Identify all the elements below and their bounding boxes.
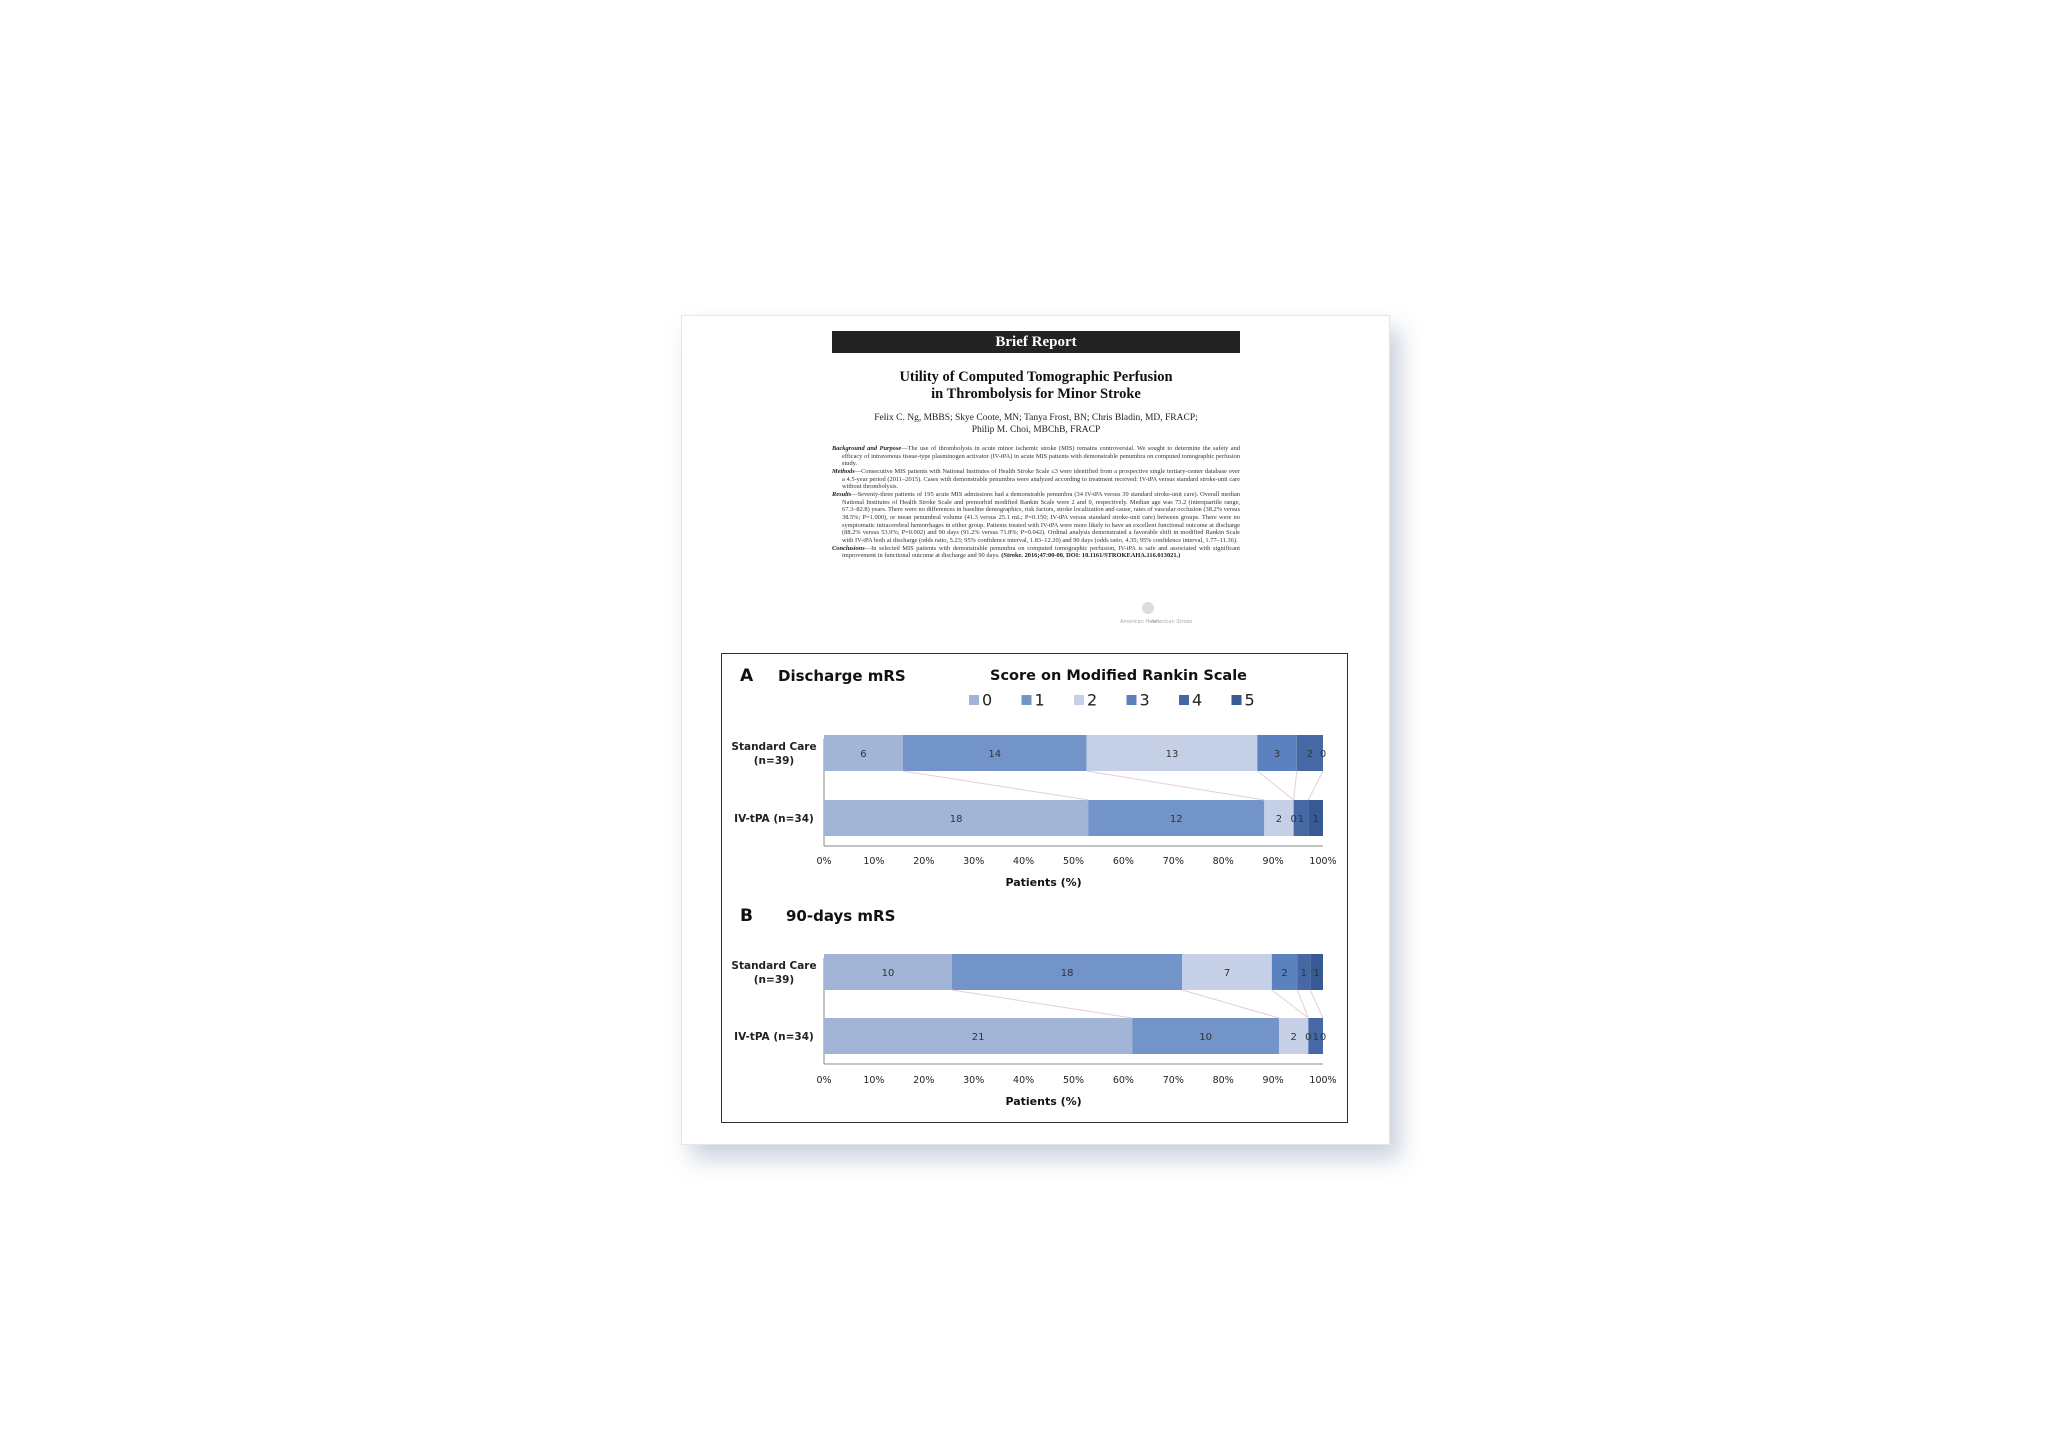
background-label: Background and Purpose (832, 445, 902, 452)
title-line-2: in Thrombolysis for Minor Stroke (931, 386, 1141, 402)
paper-title (792, 369, 1280, 403)
brief-report-banner: Brief Report (832, 331, 1240, 353)
x-tick-label: 80% (1212, 1075, 1234, 1086)
legend-label-4: 4 (1192, 690, 1203, 710)
x-tick-label: 50% (1062, 856, 1085, 867)
x-tick-label: 100% (1309, 1075, 1337, 1086)
data-label-mrs4: 2 (1306, 749, 1314, 760)
abstract-conclusions (832, 545, 1240, 560)
panel-letter-A: A (740, 666, 754, 686)
data-label-mrs1: 18 (1060, 968, 1074, 979)
x-tick-label: 30% (963, 1075, 985, 1086)
aha-asa-logo (1118, 600, 1193, 626)
logo-right-text: American Stroke (1151, 619, 1193, 625)
x-tick-label: 70% (1162, 856, 1184, 867)
series-connector-line (1308, 771, 1323, 800)
abstract-results (832, 491, 1240, 545)
logo-torch-mark (1142, 602, 1154, 614)
legend (969, 668, 1255, 710)
data-label-mrs0: 21 (971, 1032, 985, 1043)
x-tick-label: 10% (863, 1075, 885, 1086)
data-label-mrs1: 10 (1199, 1032, 1212, 1043)
panel-b (731, 906, 1336, 1108)
data-label-mrs3: 0 (1305, 1032, 1312, 1043)
x-tick-label: 100% (1309, 856, 1337, 867)
x-tick-label: 0% (816, 856, 832, 867)
results-label: Results (832, 490, 852, 498)
logo-left-text: American Heart (1120, 619, 1160, 625)
legend-swatch-3 (1127, 695, 1137, 705)
data-label-mrs2: 2 (1290, 1032, 1297, 1043)
legend-title: Score on Modified Rankin Scale (990, 668, 1247, 684)
category-label: IV-tPA (n=34) (734, 1031, 814, 1043)
figure-mrs (721, 653, 1348, 1123)
data-label-mrs1: 12 (1169, 814, 1183, 825)
data-label-mrs4: 1 (1312, 1032, 1319, 1043)
title-line-1: Utility of Computed Tomographic Perfusion (899, 369, 1173, 385)
category-label: (n=39) (753, 755, 795, 767)
series-connector-line (952, 990, 1132, 1018)
data-label-mrs5: 0 (1319, 749, 1327, 760)
data-label-mrs0: 6 (860, 749, 867, 760)
x-tick-label: 20% (913, 856, 935, 867)
abstract (832, 445, 1240, 560)
legend-swatch-4 (1179, 695, 1189, 705)
abstract-background (832, 445, 1240, 468)
background-text: —The use of thrombolysis in acute minor ischemic stroke (MIS) remains controversial. We sought to determine the safety and efficacy of intravenous tissue-type plasminogen activator (IV-tPA) in acute MIS patients with demonstrable penumbra on computed tomographic perfusion study. (842, 445, 1240, 468)
x-tick-label: 50% (1062, 1075, 1085, 1086)
series-connector-line (1294, 771, 1297, 800)
x-tick-label: 90% (1262, 1075, 1284, 1086)
category-label: IV-tPA (n=34) (734, 813, 814, 825)
x-tick-label: 70% (1162, 1075, 1184, 1086)
series-connector-line (903, 771, 1088, 800)
x-tick-label: 20% (913, 1075, 935, 1086)
x-tick-label: 60% (1112, 1075, 1134, 1086)
series-connector-line (1182, 990, 1279, 1018)
x-tick-label: 40% (1013, 1075, 1035, 1086)
legend-swatch-5 (1232, 695, 1242, 705)
figure-mrs-chart (722, 654, 1349, 1124)
panel-title-B: 90-days mRS (786, 907, 896, 925)
category-label: (n=39) (753, 974, 795, 986)
series-connector-line (1310, 990, 1323, 1018)
data-label-mrs2: 13 (1165, 749, 1179, 760)
panel-title-A: Discharge mRS (778, 667, 906, 685)
x-tick-label: 10% (863, 856, 885, 867)
data-label-mrs3: 0 (1290, 814, 1297, 825)
legend-swatch-2 (1074, 695, 1084, 705)
legend-label-2: 2 (1087, 690, 1098, 710)
x-tick-label: 60% (1112, 856, 1134, 867)
series-connector-line (1257, 771, 1293, 800)
data-label-mrs2: 2 (1275, 814, 1283, 825)
series-connector-line (1087, 771, 1265, 800)
legend-swatch-0 (969, 695, 979, 705)
data-label-mrs1: 14 (988, 749, 1002, 760)
data-label-mrs5: 1 (1312, 814, 1319, 825)
x-tick-label: 90% (1262, 856, 1284, 867)
x-axis-title: Patients (%) (1005, 1095, 1082, 1108)
conclusions-text: —In selected MIS patients with demonstrable penumbra on computed tomographic perfusion, IV-tPA is safe and associated with significant improvement in functional outcome at discharge and 90 days. (842, 544, 1240, 560)
data-label-mrs4: 1 (1300, 968, 1307, 979)
panel-letter-B: B (740, 906, 753, 926)
conclusions-label: Conclusions (832, 544, 865, 552)
paper-authors (792, 413, 1280, 436)
data-label-mrs3: 3 (1273, 749, 1281, 760)
legend-label-1: 1 (1034, 690, 1045, 710)
x-tick-label: 40% (1013, 856, 1035, 867)
data-label-mrs2: 7 (1223, 968, 1231, 979)
data-label-mrs4: 1 (1297, 814, 1305, 825)
x-tick-label: 80% (1212, 856, 1234, 867)
legend-label-0: 0 (982, 690, 993, 710)
methods-text: —Consecutive MIS patients with National Institutes of Health Stroke Scale ≤3 were identified from a prospective single tertiary-center database over a 4.5-year period (2011–2015). Cases with demonstrable penumbra were analyzed according to treatment received: IV-tPA versus standard stroke-unit care without thrombolysis. (842, 467, 1240, 491)
legend-label-5: 5 (1244, 690, 1255, 710)
citation: (Stroke. 2016;47:00-00. DOI: 10.1161/STROKEAHA.116.013021.) (1001, 552, 1181, 560)
data-label-mrs3: 2 (1281, 968, 1288, 979)
authors-line-2: Philip M. Choi, MBChB, FRACP (971, 424, 1101, 435)
data-label-mrs5: 0 (1319, 1032, 1327, 1043)
methods-label: Methods (832, 467, 855, 475)
results-text: —Seventy-three patients of 195 acute MIS admissions had a demonstrable penumbra (34 IV-tPA versus 39 standard stroke-unit care). Overall median National Institutes of Health Stroke Scale and premorbid modified Rankin Scale were 2 and 0, respectively. Median age was 73.2 (interquartile range, 67.3–82.8) years. There were no differences in baseline demographics, risk factors, stroke localization and cause, rates of vascular occlusion (38.2% versus 38.5%; P=1.000), or mean penumbral volume (41.3 versus 25.1 mL; P=0.150; IV-tPA versus standard stroke-unit care) between groups. There were no symptomatic intracerebral hemorrhages in either group. Patients treated with IV-tPA were more likely to have an excellent functional outcome at discharge (88.2% versus 53.9%; P=0.002) and 90 days (91.2% versus 71.8%; P=0.042). Ordinal analysis demonstrated a favorable shift in modified Rankin Scale with IV-tPA both at discharge (odds ratio, 5.23; 95% confidence interval, 1.83–12.20) and 90 days (odds ratio, 4.35; 95% confidence interval, 1.77–11.36). (842, 490, 1240, 544)
category-label: Standard Care (731, 741, 817, 753)
x-axis-title: Patients (%) (1005, 876, 1082, 889)
data-label-mrs5: 1 (1313, 968, 1320, 979)
paper-page (681, 315, 1390, 1145)
x-tick-label: 30% (963, 856, 985, 867)
legend-swatch-1 (1022, 695, 1032, 705)
x-tick-label: 0% (816, 1075, 832, 1086)
authors-line-1: Felix C. Ng, MBBS; Skye Coote, MN; Tanya Frost, BN; Chris Bladin, MD, FRACP; (874, 413, 1198, 423)
data-label-mrs0: 10 (881, 968, 895, 979)
category-label: Standard Care (731, 960, 817, 972)
abstract-methods (832, 468, 1240, 491)
data-label-mrs0: 18 (949, 814, 963, 825)
legend-label-3: 3 (1139, 690, 1150, 710)
